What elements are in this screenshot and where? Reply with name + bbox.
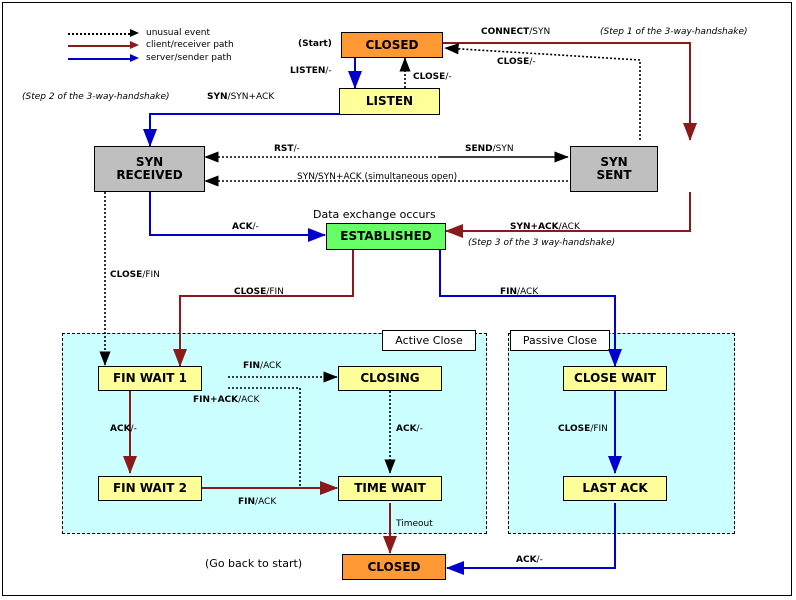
state-listen-label: LISTEN	[365, 94, 414, 109]
edge-label-close-fin-synrcvd-bold: CLOSE	[110, 270, 143, 280]
state-fin-wait-2[interactable]	[98, 476, 202, 501]
edge-label-fin-ack-timewait-rest: /ACK	[255, 497, 277, 507]
edge-label-finack-ack-rest: /ACK	[238, 395, 260, 405]
edge-label-fin-ack-established-bold: FIN	[500, 287, 518, 297]
edge-label-close-fin-synrcvd	[110, 270, 160, 280]
state-fin-wait-2-label: FIN WAIT 2	[112, 481, 188, 496]
edge-label-fin-ack-established	[500, 287, 538, 297]
edge-close-synsent-to-closed	[445, 48, 640, 140]
edge-label-connect-syn-rest: /SYN	[529, 27, 551, 37]
state-syn-sent[interactable]	[570, 146, 658, 192]
edge-label-send-syn-rest: /SYN	[492, 144, 514, 154]
edge-label-rst-bold: RST	[274, 144, 294, 154]
state-closing-label: CLOSING	[360, 371, 420, 386]
legend-arrow-server-icon	[130, 53, 142, 63]
edge-label-ack-dash-closing-rest: /-	[416, 424, 423, 434]
state-syn-received[interactable]	[94, 146, 205, 192]
edge-label-close-dash-right-rest: /-	[529, 57, 536, 67]
legend-swatch-unusual-event	[68, 33, 134, 35]
annotation-step1: (Step 1 of the 3-way-handshake)	[600, 27, 748, 37]
edge-label-close-fin-closewait-bold: CLOSE	[558, 424, 591, 434]
edge-label-listen-bold: LISTEN	[290, 66, 326, 76]
edge-label-rst-rest: /-	[293, 144, 300, 154]
legend-arrow-unusual-icon	[130, 28, 142, 38]
edge-label-ack-dash-established	[232, 222, 259, 232]
legend-label-client-path: client/receiver path	[146, 40, 234, 50]
state-close-wait-label: CLOSE WAIT	[574, 371, 656, 386]
state-fin-wait-1-label: FIN WAIT 1	[112, 371, 188, 386]
legend-arrow-client-icon	[130, 40, 142, 50]
edge-label-ack-dash-established-bold: ACK	[232, 222, 253, 232]
edge-label-fin-ack-closing-rest: /ACK	[260, 361, 282, 371]
edge-label-close-dash-left	[413, 72, 452, 82]
state-closed-bottom[interactable]	[342, 554, 446, 580]
state-syn-received-label-line2: RECEIVED	[116, 168, 183, 182]
edge-label-ack-dash-closing-bold: ACK	[396, 424, 417, 434]
annotation-data-exchange: Data exchange occurs	[313, 208, 436, 221]
edge-label-syn-synack	[207, 92, 274, 102]
state-syn-sent-label-line1: SYN	[600, 155, 628, 170]
state-time-wait[interactable]	[338, 476, 442, 501]
edge-label-timeout	[396, 519, 433, 529]
edge-label-fin-ack-established-rest: /ACK	[517, 287, 539, 297]
state-time-wait-label: TIME WAIT	[354, 481, 426, 496]
state-closed-top[interactable]	[341, 32, 443, 58]
edge-label-fin-ack-timewait-bold: FIN	[238, 497, 256, 507]
state-closed-top-label: CLOSED	[365, 37, 419, 52]
edge-label-fin-ack-closing-bold: FIN	[243, 361, 261, 371]
edge-label-fin-ack-timewait	[238, 497, 276, 507]
edge-label-ack-dash-finwait-bold: ACK	[110, 424, 131, 434]
state-last-ack-label: LAST ACK	[582, 481, 648, 496]
edge-label-close-fin-closewait-rest: /FIN	[590, 424, 608, 434]
annotation-start: (Start)	[298, 39, 332, 49]
edge-label-finack-ack	[193, 395, 259, 405]
annotation-step3: (Step 3 of the 3 way-handshake)	[468, 238, 616, 248]
state-established-label: ESTABLISHED	[340, 229, 432, 244]
state-close-wait[interactable]	[563, 366, 667, 391]
state-closed-bottom-label: CLOSED	[367, 559, 421, 574]
edge-label-close-fin-synrcvd-rest: /FIN	[142, 270, 160, 280]
edge-label-connect-syn-bold: CONNECT	[481, 27, 530, 37]
state-syn-sent-label-line2: SENT	[596, 168, 632, 182]
legend-swatch-server-path	[68, 58, 134, 60]
state-last-ack[interactable]	[563, 476, 667, 501]
edge-label-listen-rest: /-	[325, 66, 332, 76]
legend-swatch-client-path	[68, 45, 134, 47]
edge-label-synack-ack	[510, 222, 580, 232]
annotation-go-back-to-start: (Go back to start)	[205, 557, 303, 570]
annotation-step2: (Step 2 of the 3-way-handshake)	[22, 92, 170, 102]
state-fin-wait-1[interactable]	[98, 366, 202, 391]
edge-fin-ack-established	[440, 250, 615, 366]
edge-label-ack-dash-established-rest: /-	[252, 222, 259, 232]
legend-label-server-path: server/sender path	[146, 53, 232, 63]
edge-syn-synack	[150, 114, 340, 146]
edge-label-connect-syn	[481, 27, 550, 37]
panel-title-passive-close-label: Passive Close	[522, 334, 598, 347]
edge-label-send-syn	[465, 144, 514, 154]
edge-label-syn-synack-rest: /SYN+ACK	[227, 92, 275, 102]
edge-connect-syn	[443, 43, 690, 140]
edge-label-synack-ack-rest: /ACK	[558, 222, 580, 232]
panel-title-active-close-label: Active Close	[395, 334, 463, 347]
edge-label-close-fin-established	[234, 287, 284, 297]
edge-label-send-syn-bold: SEND	[465, 144, 493, 154]
edge-label-rst	[274, 144, 300, 154]
edge-label-ack-dash-lastack-rest: /-	[536, 555, 543, 565]
edge-label-timeout-rest: Timeout	[396, 519, 433, 529]
edge-label-close-fin-established-rest: /FIN	[266, 287, 284, 297]
annotation-simultaneous-open: SYN/SYN+ACK (simultaneous open)	[297, 172, 458, 182]
edge-label-close-fin-established-bold: CLOSE	[234, 287, 267, 297]
edge-label-syn-synack-bold: SYN	[207, 92, 228, 102]
state-closing[interactable]	[338, 366, 442, 391]
state-syn-received-label-line1: SYN	[135, 155, 164, 170]
edge-label-listen	[290, 66, 332, 76]
edge-label-close-dash-left-rest: /-	[445, 72, 452, 82]
state-listen[interactable]	[339, 88, 440, 115]
edge-label-close-dash-left-bold: CLOSE	[413, 72, 446, 82]
legend-label-unusual-event: unusual event	[146, 28, 211, 38]
edge-label-ack-dash-finwait-rest: /-	[130, 424, 137, 434]
edge-label-synack-ack-bold: SYN+ACK	[510, 222, 559, 232]
edge-label-close-fin-closewait	[558, 424, 608, 434]
edge-close-fin-established	[180, 250, 353, 366]
edge-label-ack-dash-lastack	[516, 555, 543, 565]
edge-label-close-dash-right-bold: CLOSE	[497, 57, 530, 67]
edge-label-finack-ack-bold: FIN+ACK	[193, 395, 239, 405]
edge-label-fin-ack-closing	[243, 361, 281, 371]
edge-label-close-dash-right	[497, 57, 536, 67]
edge-label-ack-dash-closing	[396, 424, 423, 434]
edge-label-ack-dash-finwait	[110, 424, 137, 434]
state-established[interactable]	[326, 223, 446, 250]
edge-label-ack-dash-lastack-bold: ACK	[516, 555, 537, 565]
